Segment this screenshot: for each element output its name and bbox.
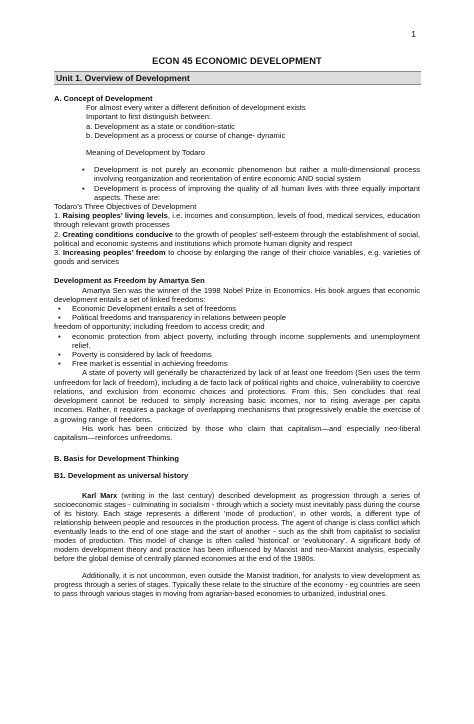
sen-bullets-2: [54, 332, 420, 369]
page-number: 1: [411, 29, 416, 39]
list-item: ▪ Development is not purely an economic phenomenon but rather a multi-dimensional process involving reorganization and reorientation of entire economic AND social system: [54, 165, 420, 183]
list-item: ▪ Free market is essential in achieving freedoms: [54, 359, 420, 368]
list-item: ▪ economic protection from abject poverty, including through income supplements and unemployment relief.: [54, 332, 420, 350]
additionally-paragraph: Additionally, it is not uncommon, even outside the Marxist tradition, for analysts to view development as progress through a series of stages. Typically these relate to the structure of the economy - eg countries are seen to pass through various stages in moving from agrarian-based economies to urbanized, industrial ones.: [54, 570, 420, 598]
list-item: ▪ Development is process of improving the quality of all human lives with three equally important aspects. These are:: [54, 184, 420, 202]
list-item: ▪ Economic Development entails a set of freedoms: [54, 304, 420, 313]
document-title: ECON 45 ECONOMIC DEVELOPMENT: [152, 56, 322, 66]
list-item: ▪ Poverty is considered by lack of freedoms: [54, 350, 420, 359]
sen-bullets-1: [54, 304, 420, 322]
document-body: [54, 94, 420, 598]
marx-paragraph: Karl Marx (writing in the last century) described development as progression through a series of socioeconomic stages - culminating in socialism - through which a society must inevitably pass during the course of its history. Each stage represents a different 'mode of production', in other words, a different type of relationship between people and resources in the production process. The agent of change is class conflict which eventually leads to the end of one stage and the start of another - such as the shift from capitalist to socialist modes of production. This model of change is often called 'historical' or 'evolutionary'. A significant body of modern development theory and practice has been influenced by Marxist and neo-Marxist analysis, especially before the global demise of centrally planned economies at the end of the 1980s.: [54, 490, 420, 563]
item-b: b. Development as a process or course of change- dynamic: [86, 130, 286, 140]
intro-line-1: For almost every writer a different definition of development exists: [86, 103, 306, 113]
unit-title: Unit 1. Overview of Development: [56, 73, 190, 83]
objective-3: 3. Increasing peoples’ freedom to choose by enlarging the range of their choice variables, e.g. varieties of goods and services: [54, 248, 420, 267]
objective-2: 2. Creating conditions conducive to the growth of peoples’ self-esteem through the establishment of social, political and economic systems and institutions which promote human dignity and respect: [54, 229, 420, 248]
section-b-heading: B. Basis for Development Thinking: [54, 454, 179, 464]
list-item: ▪ Political freedoms and transparency in relations between people: [54, 313, 420, 322]
item-a: a. Development as a state or condition-static: [86, 121, 235, 131]
unit-heading-bar: [54, 71, 421, 85]
sen-paragraph-1: Amartya Sen was the winner of the 1998 Nobel Prize in Economics. His book argues that economic development entails a set of linked freedoms:: [54, 285, 420, 304]
todaro-meaning: Meaning of Development by Todaro: [86, 148, 206, 158]
sen-paragraph-3: His work has been criticized by those who claim that capitalism—and especially neo-liberal capitalism—reinforces unfreedoms.: [54, 423, 420, 442]
b1-heading: B1. Development as universal history: [54, 471, 189, 481]
objectives-title: Todaro’s Three Objectives of Development: [54, 202, 197, 212]
section-a-heading: A. Concept of Development: [54, 94, 153, 103]
sen-paragraph-2: A state of poverty will generally be characterized by lack of at least one freedom (Sen uses the term unfreedom for lack of freedom), including a de facto lack of political rights and choice, vulnerability to coercive relations, and exclusion from economic choices and protections. From this, Sen concludes that real development cannot be reduced to simply increasing basic incomes, nor to rising average per capita incomes. Rather, it requires a package of overlapping mechanisms that progressively enable the exercise of a growing range of freedoms.: [54, 368, 420, 424]
freedom-line: freedom of opportunity; including freedom to access credit; and: [54, 322, 265, 332]
sen-heading: Development as Freedom by Amartya Sen: [54, 276, 205, 286]
objective-1: 1. Raising peoples’ living levels, i.e. incomes and consumption, levels of food, medical services, education through relevant growth processes: [54, 211, 420, 230]
intro-line-2: Important to first distinguish between:: [86, 112, 212, 122]
todaro-bullets: [54, 165, 420, 202]
